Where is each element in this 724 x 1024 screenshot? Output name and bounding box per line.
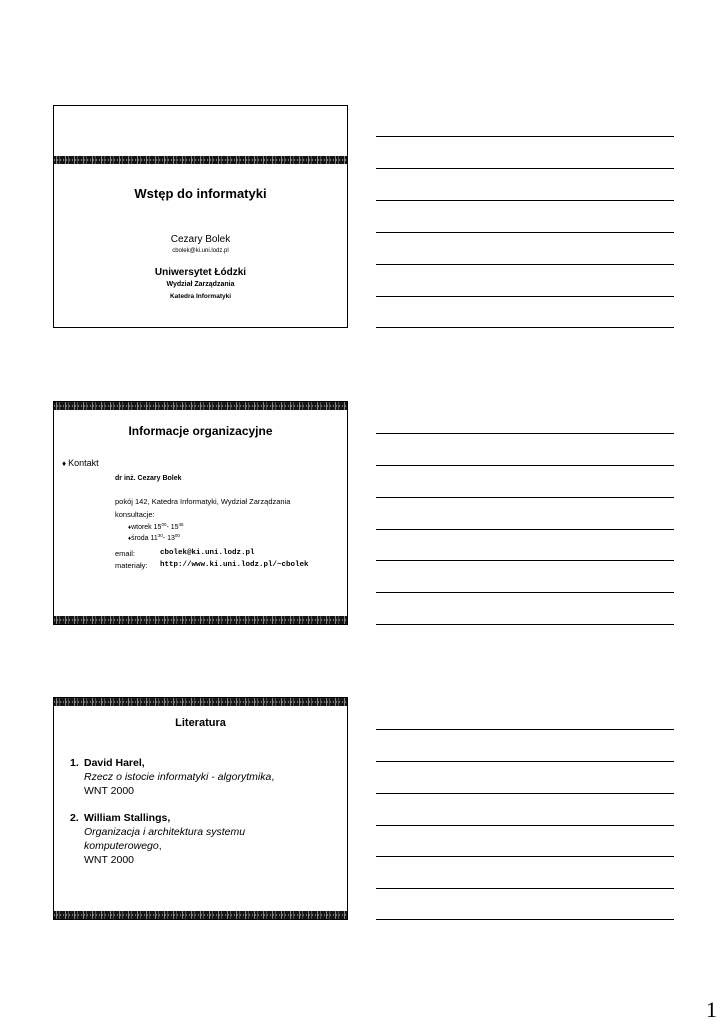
department-name: Katedra Informatyki: [169, 293, 232, 300]
item-number: 2.: [70, 812, 79, 824]
university-name: Uniwersytet Łódzki: [154, 267, 247, 278]
contact-bullet: [62, 458, 99, 468]
diamond-bullet-icon: ♦: [62, 459, 67, 468]
decorative-strip: [54, 911, 347, 919]
note-line: [376, 761, 674, 762]
book-title: Organizacja i architektura systemu komputerowego: [84, 826, 246, 852]
book-publisher: WNT 2000: [84, 785, 134, 797]
materials-label: materiały:: [115, 561, 148, 570]
author-email: cbolek@ki.uni.lodz.pl: [172, 248, 229, 254]
time-separator: -: [166, 524, 171, 531]
book-title: Rzecz o istocie informatyki - algorytmika: [84, 771, 272, 783]
title-punctuation: ,: [271, 771, 275, 783]
office-room: pokój 142, Katedra Informatyki, Wydział Zarządzania: [115, 497, 291, 506]
note-line: [376, 529, 674, 530]
day-name: środa: [131, 535, 149, 542]
end-hour: 15: [170, 524, 179, 531]
day-name: wtorek: [131, 524, 152, 531]
start-hour: 15: [153, 524, 162, 531]
email-label: email:: [115, 549, 136, 558]
contact-person: dr inż. Cezary Bolek: [115, 475, 182, 482]
book-publisher: WNT 2000: [84, 854, 134, 866]
end-minute: 00: [174, 533, 180, 538]
end-minute: 45: [178, 522, 184, 527]
note-line: [376, 264, 674, 265]
slide-title-heading: Wstęp do informatyki: [134, 186, 267, 201]
start-minute: 00: [161, 522, 167, 527]
note-line: [376, 200, 674, 201]
note-line: [376, 296, 674, 297]
diamond-bullet-icon: ♦: [128, 536, 132, 542]
note-line: [376, 560, 674, 561]
slide-heading: Informacje organizacyjne: [128, 424, 273, 438]
decorative-strip: [54, 616, 347, 624]
decorative-strip: [54, 698, 347, 706]
author-name: Cezary Bolek: [170, 234, 231, 245]
note-line: [376, 856, 674, 857]
note-line: [376, 825, 674, 826]
note-line: [376, 497, 674, 498]
slide-organization: [53, 401, 348, 625]
book-author: David Harel,: [84, 757, 145, 769]
note-line: [376, 729, 674, 730]
note-line: [376, 888, 674, 889]
time-separator: -: [162, 535, 168, 542]
note-line: [376, 168, 674, 169]
diamond-bullet-icon: ♦: [128, 525, 132, 531]
title-punctuation: ,: [158, 840, 162, 852]
consultation-hours-item: [128, 522, 184, 531]
email-link[interactable]: cbolek@ki.uni.lodz.pl: [160, 549, 255, 557]
decorative-strip: [54, 156, 347, 164]
decorative-strip: [54, 402, 347, 410]
contact-label: Kontakt: [68, 458, 99, 468]
start-minute: 30: [157, 533, 163, 538]
item-number: 1.: [70, 757, 79, 769]
note-line: [376, 624, 674, 625]
end-hour: 13: [167, 535, 175, 542]
start-hour: 11: [150, 535, 158, 542]
slide-heading: Literatura: [175, 717, 226, 729]
note-line: [376, 433, 674, 434]
note-line: [376, 232, 674, 233]
consultation-label: konsultacje:: [115, 510, 155, 519]
note-line: [376, 327, 674, 328]
faculty-name: Wydział Zarządzania: [166, 281, 235, 288]
page-number: 1: [706, 997, 717, 1022]
materials-link[interactable]: http://www.ki.uni.lodz.pl/~cbolek: [160, 561, 309, 569]
note-line: [376, 919, 674, 920]
book-author: William Stallings,: [84, 812, 171, 824]
note-line: [376, 136, 674, 137]
slide-literature: [53, 697, 348, 920]
consultation-hours-item: [128, 533, 180, 542]
note-line: [376, 465, 674, 466]
slide-title: [53, 105, 348, 328]
note-line: [376, 793, 674, 794]
note-line: [376, 592, 674, 593]
